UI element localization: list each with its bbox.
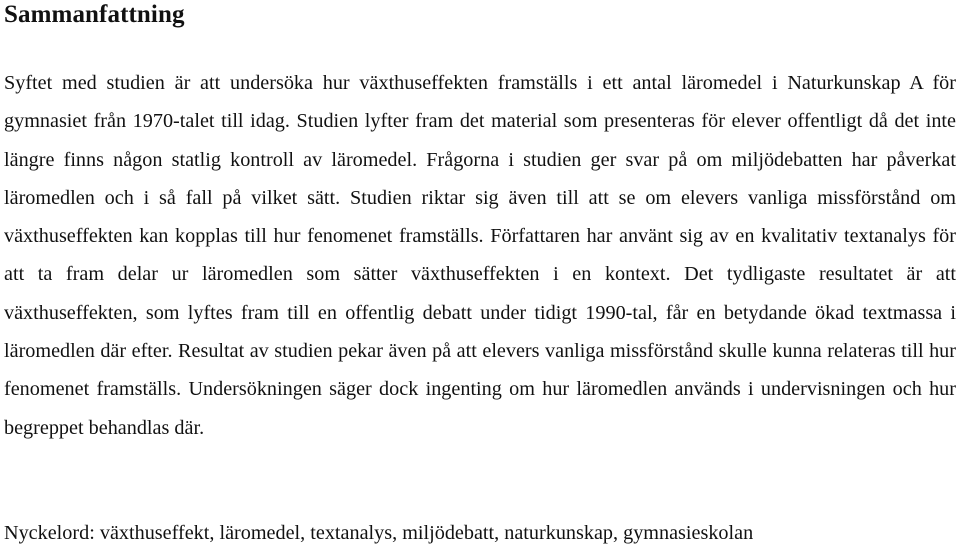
abstract-paragraph: Syftet med studien är att undersöka hur växthuseffekten framställs i ett antal läromedel i Naturkunskap A för gymnasiet från 1970-talet till idag. Studien lyfter fram det material som presenteras för elever offentligt då det inte längre finns någon statlig kontroll av läromedel. Frågorna i studien ger svar på om miljödebatten har påverkat läromedlen och i så fall på vilket sätt. Studien riktar sig även till att se om elevers vanliga missförstånd om växthuseffekten kan kopplas till hur fenomenet framställs. Författaren har använt sig av en kvalitativ textanalys för att ta fram delar ur läromedlen som sätter växthuseffekten i en kontext. Det tydligaste resultatet är att växthuseffekten, som lyftes fram till en offentlig debatt under tidigt 1990-tal, får en betydande ökad textmassa i läromedlen där efter. Resultat av studien pekar även på att elevers vanliga missförstånd skulle kunna relateras till hur fenomenet framställs. Undersökningen säger dock ingenting om hur läromedlen används i undervisningen och hur begreppet behandlas där. — [4, 72, 956, 439]
keywords-line: Nyckelord: växthuseffekt, läromedel, textanalys, miljödebatt, naturkunskap, gymnasieskolan — [4, 522, 754, 544]
section-heading: Sammanfattning — [4, 1, 185, 28]
